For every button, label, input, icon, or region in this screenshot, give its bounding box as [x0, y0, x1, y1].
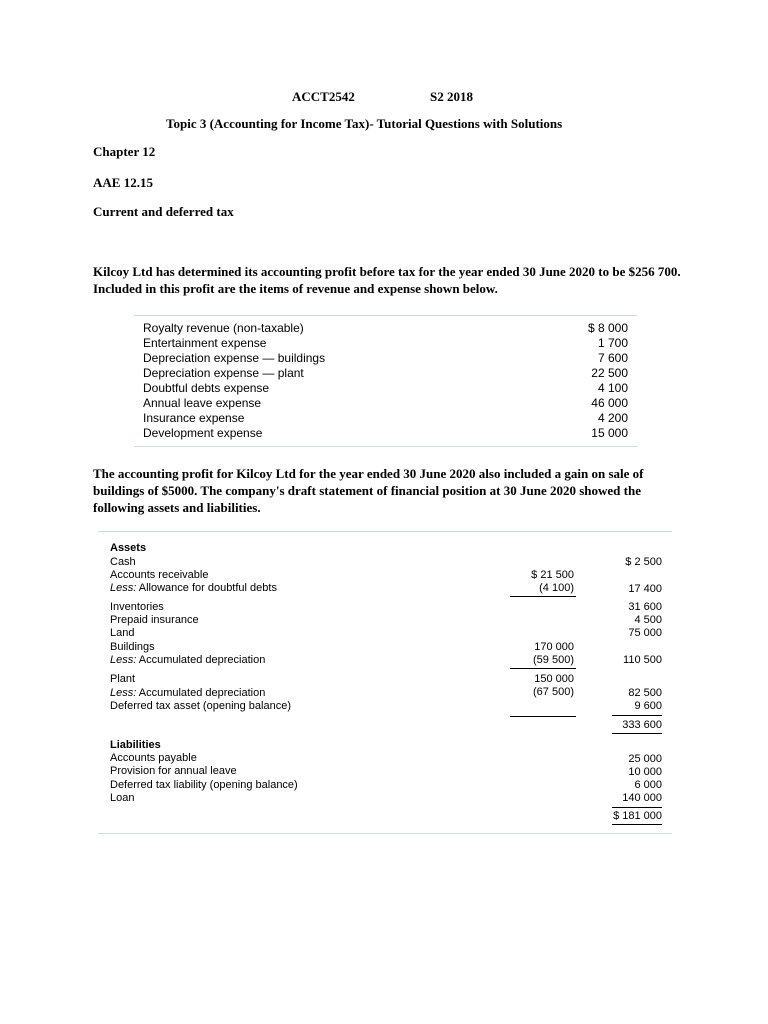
subtotal-rule [510, 716, 576, 717]
receivables-label: Accounts receivable [110, 569, 209, 581]
dtl-label: Deferred tax liability (opening balance) [110, 779, 298, 791]
plant-dep-sub: (67 500) [533, 686, 574, 698]
topic-title: Topic 3 (Accounting for Income Tax)- Tutorial Questions with Solutions [166, 116, 563, 131]
prepaid-label: Prepaid insurance [110, 614, 199, 626]
buildings-dep-total: 110 500 [623, 654, 662, 666]
expense-items-table [134, 315, 637, 447]
allowance-sub: (4 100) [539, 582, 574, 594]
item-label: Depreciation expense — plant [143, 366, 304, 380]
receivables-sub: $ 21 500 [531, 569, 574, 581]
inventories-label: Inventories [110, 601, 164, 613]
second-paragraph: The accounting profit for Kilcoy Ltd for the year ended 30 June 2020 also included a gain on sale of buildings of $5000. The company's draft statement of financial position at 30 June 2020 showed the following assets and liabilities. [93, 466, 644, 515]
chapter-label: Chapter 12 [93, 144, 156, 159]
liabilities-heading: Liabilities [110, 739, 161, 751]
loan-label: Loan [110, 792, 135, 804]
item-value: 15 000 [591, 426, 628, 440]
leave-total: 10 000 [628, 766, 662, 778]
dta-total: 9 600 [634, 700, 662, 712]
land-label: Land [110, 627, 135, 639]
dtl-total: 6 000 [634, 779, 662, 791]
cash-label: Cash [110, 556, 136, 568]
intro-paragraph: Kilcoy Ltd has determined its accounting profit before tax for the year ended 30 June 2020 to be $256 700. Included in this profit are the items of revenue and expense shown below. [93, 264, 681, 296]
subtotal-rule [510, 668, 576, 669]
item-label: Annual leave expense [143, 396, 262, 410]
item-value: $ 8 000 [587, 321, 628, 335]
cash-total: $ 2 500 [625, 556, 662, 568]
table-row [143, 321, 628, 336]
item-value: 4 100 [597, 381, 628, 395]
buildings-dep-row [110, 654, 265, 667]
allowance-row [110, 582, 277, 595]
plant-dep-total: 82 500 [628, 687, 662, 699]
item-label: Insurance expense [143, 411, 245, 425]
table-row [143, 411, 628, 426]
assets-heading: Assets [110, 542, 147, 554]
total-rule [612, 715, 662, 716]
inventories-total: 31 600 [628, 601, 662, 613]
plant-label: Plant [110, 673, 136, 685]
item-value: 46 000 [591, 396, 628, 410]
dta-label: Deferred tax asset (opening balance) [110, 700, 291, 712]
exercise-label: AAE 12.15 [93, 175, 153, 190]
table-row [143, 366, 628, 381]
course-code: ACCT2542 [292, 89, 355, 104]
total-rule [612, 807, 662, 808]
table-row [143, 396, 628, 411]
item-value: 7 600 [597, 351, 628, 365]
allowance-label: Allowance for doubtful debts [136, 582, 277, 594]
less-label: Less: [110, 654, 137, 666]
prepaid-total: 4 500 [634, 614, 662, 626]
balance-sheet-table [98, 531, 672, 834]
term-label: S2 2018 [430, 89, 473, 104]
item-value: 1 700 [597, 336, 628, 350]
less-label: Less: [110, 687, 137, 699]
item-value: 22 500 [591, 366, 628, 380]
plant-dep-row [110, 687, 265, 700]
payables-total: 25 000 [628, 753, 662, 765]
table-row [143, 381, 628, 396]
land-total: 75 000 [628, 627, 662, 639]
subtotal-rule [510, 596, 576, 597]
item-label: Doubtful debts expense [143, 381, 270, 395]
buildings-sub: 170 000 [534, 641, 574, 653]
payables-label: Accounts payable [110, 752, 197, 764]
less-label: Less: [110, 582, 137, 594]
liabilities-total: $ 181 000 [613, 810, 662, 822]
plant-dep-label: Accumulated depreciation [136, 687, 266, 699]
item-value: 4 200 [597, 411, 628, 425]
item-label: Development expense [143, 426, 263, 440]
buildings-dep-sub: (59 500) [533, 654, 574, 666]
item-label: Depreciation expense — buildings [143, 351, 326, 365]
total-rule [612, 733, 662, 734]
plant-sub: 150 000 [534, 673, 574, 685]
buildings-dep-label: Accumulated depreciation [136, 654, 266, 666]
table-row [143, 351, 628, 366]
total-rule [612, 824, 662, 825]
loan-total: 140 000 [622, 792, 662, 804]
leave-label: Provision for annual leave [110, 765, 237, 777]
item-label: Royalty revenue (non-taxable) [143, 321, 304, 335]
assets-total: 333 600 [622, 719, 662, 731]
table-row [143, 426, 628, 441]
subject-heading: Current and deferred tax [93, 204, 234, 219]
buildings-label: Buildings [110, 641, 155, 653]
table-row [143, 336, 628, 351]
allowance-total: 17 400 [628, 583, 662, 595]
item-label: Entertainment expense [143, 336, 267, 350]
